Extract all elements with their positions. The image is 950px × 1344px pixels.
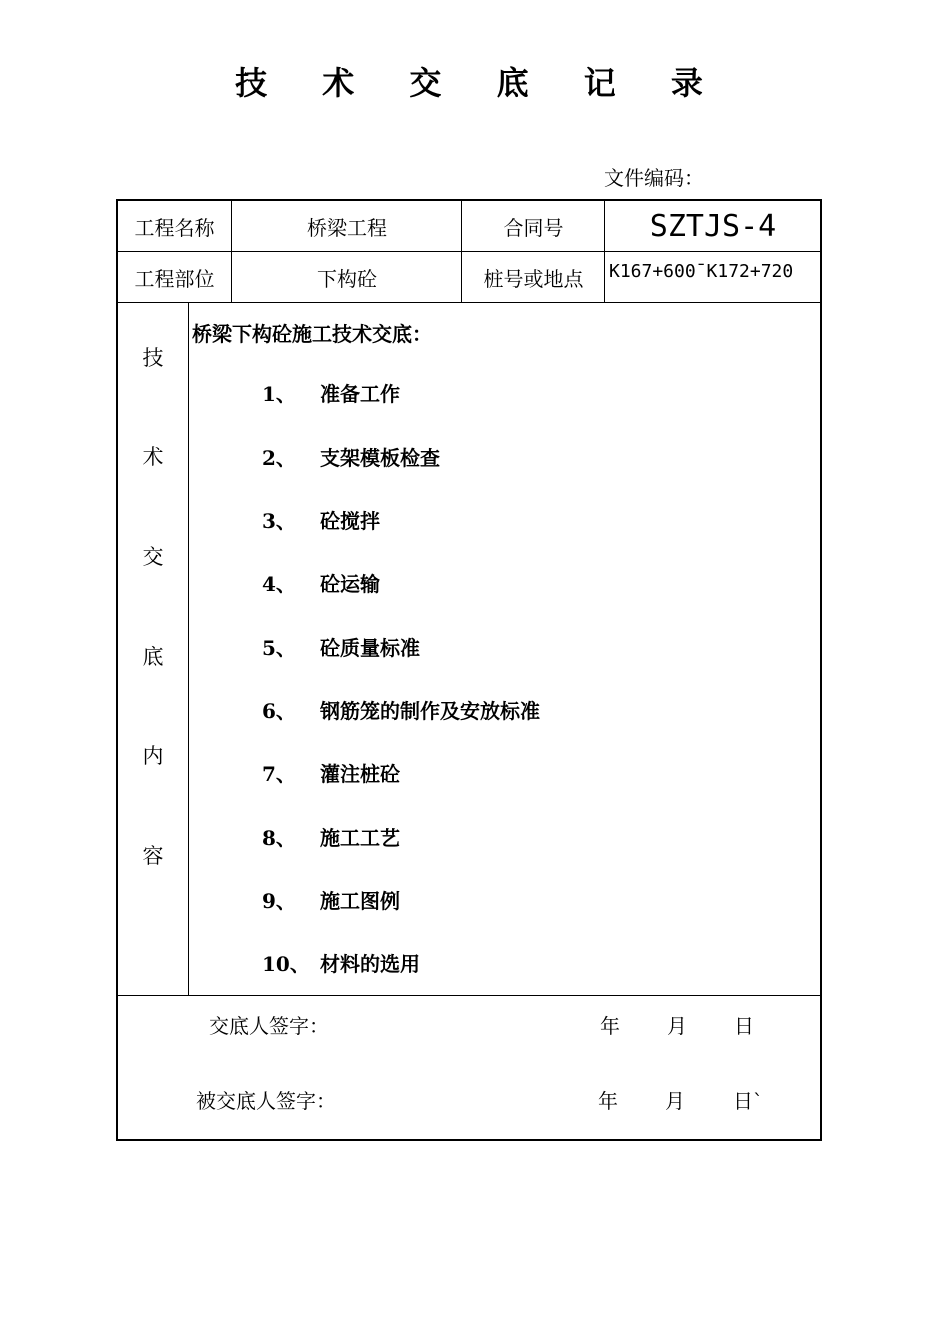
list-item [262, 695, 540, 724]
recipient-month-label: 月 [665, 1089, 685, 1113]
list-item [262, 885, 400, 914]
list-item-text: 施工图例 [320, 889, 400, 913]
list-item-number: 8、 [262, 826, 296, 850]
list-item-text: 砼搅拌 [320, 509, 380, 533]
column-divider [604, 199, 605, 303]
side-label-char: 术 [142, 445, 164, 469]
side-label-char: 容 [142, 844, 164, 868]
content-heading: 桥梁下构砼施工技术交底： [192, 322, 432, 346]
station-value: K167+600¯K172+720 [609, 261, 794, 282]
station-label: 桩号或地点 [483, 267, 584, 291]
list-item-text: 钢筋笼的制作及安放标准 [320, 699, 540, 723]
discloser-year-label: 年 [600, 1014, 620, 1038]
list-item-number: 4、 [262, 572, 296, 596]
list-item [262, 568, 380, 597]
side-label-char: 内 [142, 744, 164, 768]
file-code-label: 文件编码： [604, 166, 704, 190]
list-item-number: 7、 [262, 762, 296, 786]
list-item [262, 758, 400, 787]
project-name-label: 工程名称 [134, 215, 215, 240]
contract-number-value: SZTJS-4 [649, 208, 777, 244]
row-divider [116, 302, 822, 303]
row-divider [116, 995, 822, 996]
list-item-number: 1、 [262, 382, 296, 406]
side-label-char: 交 [142, 545, 164, 569]
list-item-text: 砼质量标准 [320, 636, 420, 660]
column-divider [188, 302, 189, 996]
list-item [262, 378, 400, 407]
side-label-char: 底 [142, 645, 164, 669]
document-title: 技 术 交 底 记 录 [235, 64, 725, 102]
discloser-signature-label: 交底人签字： [209, 1014, 329, 1038]
list-item [262, 632, 420, 661]
project-part-label: 工程部位 [134, 267, 215, 291]
list-item-number: 6、 [262, 699, 296, 723]
project-name-value: 桥梁工程 [307, 215, 387, 240]
list-item-number: 2、 [262, 446, 296, 470]
project-part-value: 下构砼 [317, 267, 377, 291]
list-item-number: 9、 [262, 889, 296, 913]
list-item-number: 3、 [262, 509, 296, 533]
side-label-char: 技 [142, 346, 164, 370]
list-item-number: 5、 [262, 636, 296, 660]
list-item [262, 948, 420, 977]
column-divider [461, 199, 462, 303]
list-item-text: 灌注桩砼 [320, 762, 400, 786]
list-item [262, 505, 380, 534]
contract-number-label: 合同号 [503, 215, 564, 240]
discloser-day-label: 日 [734, 1014, 754, 1038]
list-item [262, 442, 440, 471]
recipient-day-label: 日` [733, 1089, 763, 1113]
recipient-signature-label: 被交底人签字： [196, 1089, 336, 1113]
row-divider [116, 251, 822, 252]
list-item-text: 砼运输 [320, 572, 380, 596]
column-divider [231, 199, 232, 303]
list-item-text: 施工工艺 [320, 826, 400, 850]
recipient-year-label: 年 [598, 1089, 618, 1113]
list-item-text: 材料的选用 [320, 952, 420, 976]
list-item-text: 准备工作 [320, 382, 400, 406]
discloser-month-label: 月 [667, 1014, 687, 1038]
list-item-text: 支架模板检查 [320, 446, 440, 470]
list-item-number: 10、 [262, 952, 310, 976]
list-item [262, 822, 400, 851]
